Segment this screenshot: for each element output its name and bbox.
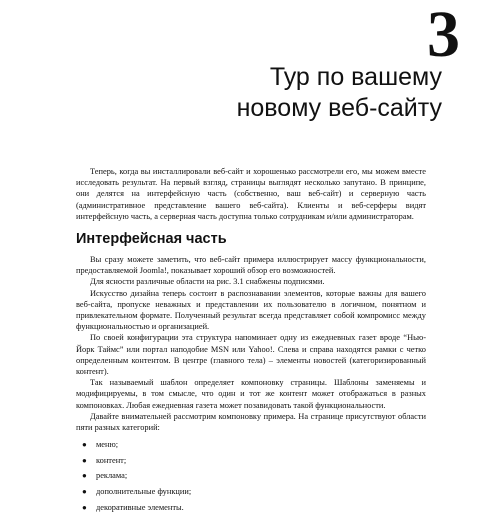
chapter-body	[76, 166, 426, 515]
list-item-text: контент;	[96, 455, 127, 465]
list-item	[82, 453, 426, 469]
category-list	[76, 437, 426, 515]
list-item-text: меню;	[96, 440, 119, 450]
list-item	[82, 500, 426, 515]
body-paragraph: По своей конфигурации эта структура напоминает одну из ежедневных газет вроде “Нью-Йорк Таймс” или портал наподобие MSN или Yahoo!. Слева и справа находятся рамки с четко определенным контентом. В центре (главного тела) – элементы новостей (категоризированный контент).	[76, 333, 426, 377]
chapter-number: 3	[427, 0, 460, 71]
list-item-text: декоративные элементы.	[96, 502, 184, 512]
chapter-title	[237, 62, 442, 124]
chapter-title-line-2: новому веб-сайту	[236, 94, 442, 122]
intro-paragraph: Теперь, когда вы инсталлировали веб-сайт и хорошенько рассмотрели его, мы можем вместе исследовать результат. На первый взгляд, страницы выглядят несколько запутано. В принципе, они делятся на интерфейсную часть (собственно, ваш веб-сайт) и серверную часть (административное представление вашего веб-сайта). Клиенты и веб-серферы видят интерфейсную часть, а серверная часть доступна только сотрудникам и/или администраторам.	[76, 167, 426, 221]
list-item	[82, 468, 426, 484]
list-item-text: реклама;	[96, 471, 128, 481]
bullet-icon: ●	[82, 471, 87, 481]
list-item	[82, 484, 426, 500]
body-paragraph: Для ясности различные области на рис. 3.1 снабжены подписями.	[90, 277, 325, 287]
body-paragraph: Вы сразу можете заметить, что веб-сайт примера иллюстрирует массу функциональности, предоставляемой Joomla!, показывает хороший обзор его возможностей.	[76, 255, 426, 276]
bullet-icon: ●	[82, 455, 87, 465]
bullet-icon: ●	[82, 440, 87, 450]
section-heading: Интерфейсная часть	[76, 231, 227, 248]
list-item	[82, 437, 426, 453]
bullet-icon: ●	[82, 502, 87, 512]
body-paragraph: Искусство дизайна теперь состоит в распознавании элементов, которые важны для вашего веб-сайта, пропуске неважных и представлении их пользователю в логичном, понятном и привлекательном формате. Полученный результат всегда представляет собой компромисс между функциональностью и организацией.	[76, 288, 426, 332]
body-paragraph: Давайте внимательней рассмотрим компоновку примера. На странице присутствуют области пяти разных категорий:	[76, 411, 426, 433]
bullet-icon: ●	[82, 487, 87, 497]
list-item-text: дополнительные функции;	[96, 487, 192, 497]
chapter-title-line-1: Тур по вашему	[269, 63, 442, 91]
body-paragraph: Так называемый шаблон определяет компоновку страницы. Шаблоны заменяемы и модифицируемы, в том смысле, что один и тот же контент может отображаться в разных компоновках. Любая ежедневная газета может позавидовать такой функциональности.	[76, 378, 426, 410]
